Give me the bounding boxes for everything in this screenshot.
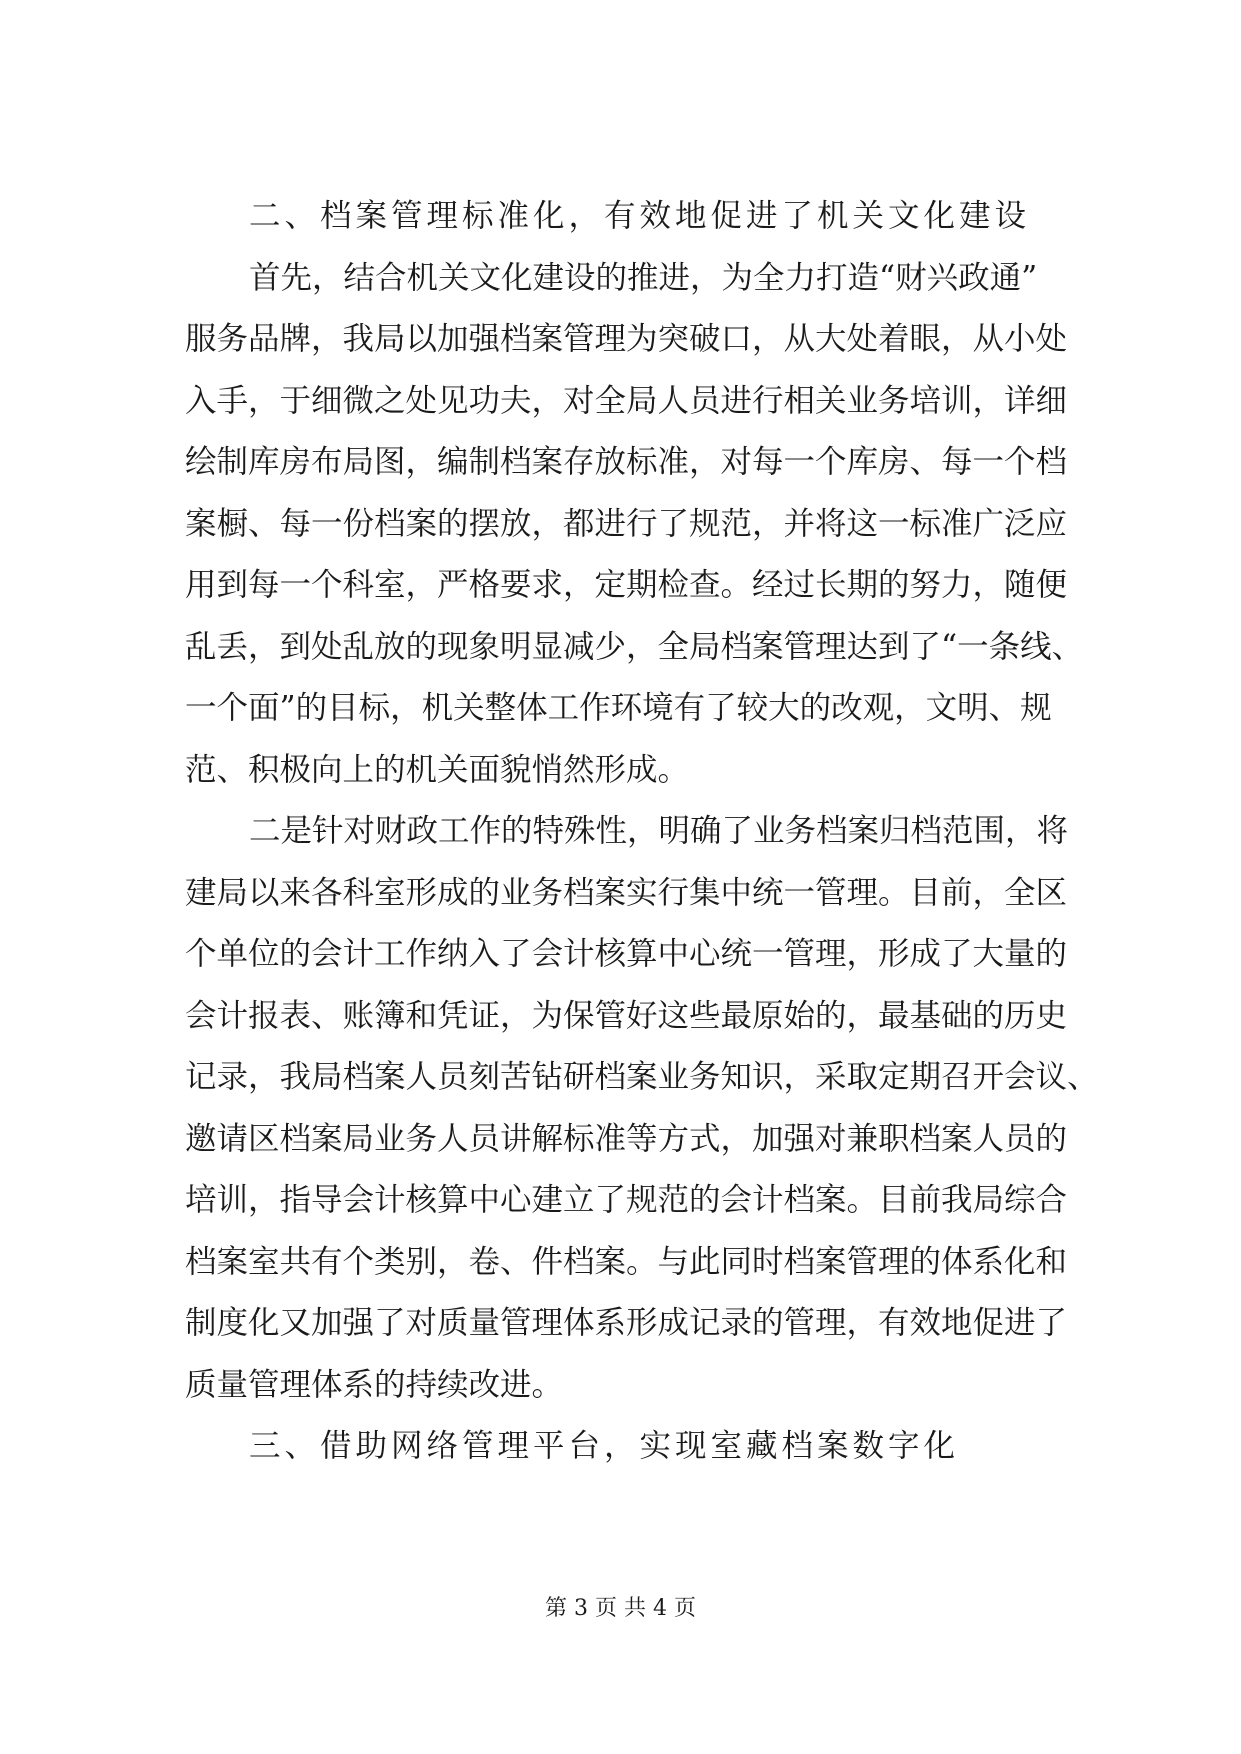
paragraph-line: 乱丢，到处乱放的现象明显减少，全局档案管理达到了“一条线、 xyxy=(185,628,1084,665)
paragraph-line: 首先，结合机关文化建设的推进，为全力打造“财兴政通” xyxy=(249,259,1038,296)
paragraph-line: 记录，我局档案人员刻苦钻研档案业务知识，采取定期召开会议、 xyxy=(185,1059,1099,1095)
section-heading-2: 二、档案管理标准化，有效地促进了机关文化建设 xyxy=(249,198,1031,234)
page-number-label: 第 3 页 共 4 页 xyxy=(545,1596,696,1621)
paragraph-line: 案橱、每一份档案的摆放，都进行了规范，并将这一标准广泛应 xyxy=(185,505,1068,542)
paragraph-line: 档案室共有个类别，卷、件档案。与此同时档案管理的体系化和 xyxy=(185,1243,1068,1280)
paragraph-2 xyxy=(185,801,1099,1416)
paragraph-line: 会计报表、账簿和凭证，为保管好这些最原始的，最基础的历史 xyxy=(185,997,1068,1034)
paragraph-line: 质量管理体系的持续改进。 xyxy=(185,1366,564,1403)
paragraph-line: 邀请区档案局业务人员讲解标准等方式，加强对兼职档案人员的 xyxy=(185,1120,1068,1157)
paragraph-line: 范、积极向上的机关面貌悄然形成。 xyxy=(185,751,690,788)
paragraph-line: 服务品牌，我局以加强档案管理为突破口，从大处着眼，从小处 xyxy=(185,321,1068,357)
paragraph-line: 培训，指导会计核算中心建立了规范的会计档案。目前我局综合 xyxy=(185,1182,1068,1218)
paragraph-line: 个单位的会计工作纳入了会计核算中心统一管理，形成了大量的 xyxy=(185,936,1068,972)
paragraph-line: 建局以来各科室形成的业务档案实行集中统一管理。目前，全区 xyxy=(185,874,1068,911)
paragraph-line: 绘制库房布局图，编制档案存放标准，对每一个库房、每一个档 xyxy=(185,444,1068,480)
paragraph-line: 用到每一个科室，严格要求，定期检查。经过长期的努力，随便 xyxy=(185,567,1068,603)
section-heading-3: 三、借助网络管理平台，实现室藏档案数字化 xyxy=(249,1428,960,1464)
paragraph-line: 一个面”的目标，机关整体工作环境有了较大的改观，文明、规 xyxy=(185,690,1052,726)
paragraph-line: 入手，于细微之处见功夫，对全局人员进行相关业务培训，详细 xyxy=(185,382,1068,419)
document-body xyxy=(185,186,1099,1478)
paragraph-1 xyxy=(185,248,1085,802)
page-footer xyxy=(0,1594,1241,1624)
paragraph-line: 二是针对财政工作的特殊性，明确了业务档案归档范围，将 xyxy=(249,813,1069,849)
paragraph-line: 制度化又加强了对质量管理体系形成记录的管理，有效地促进了 xyxy=(185,1305,1068,1341)
